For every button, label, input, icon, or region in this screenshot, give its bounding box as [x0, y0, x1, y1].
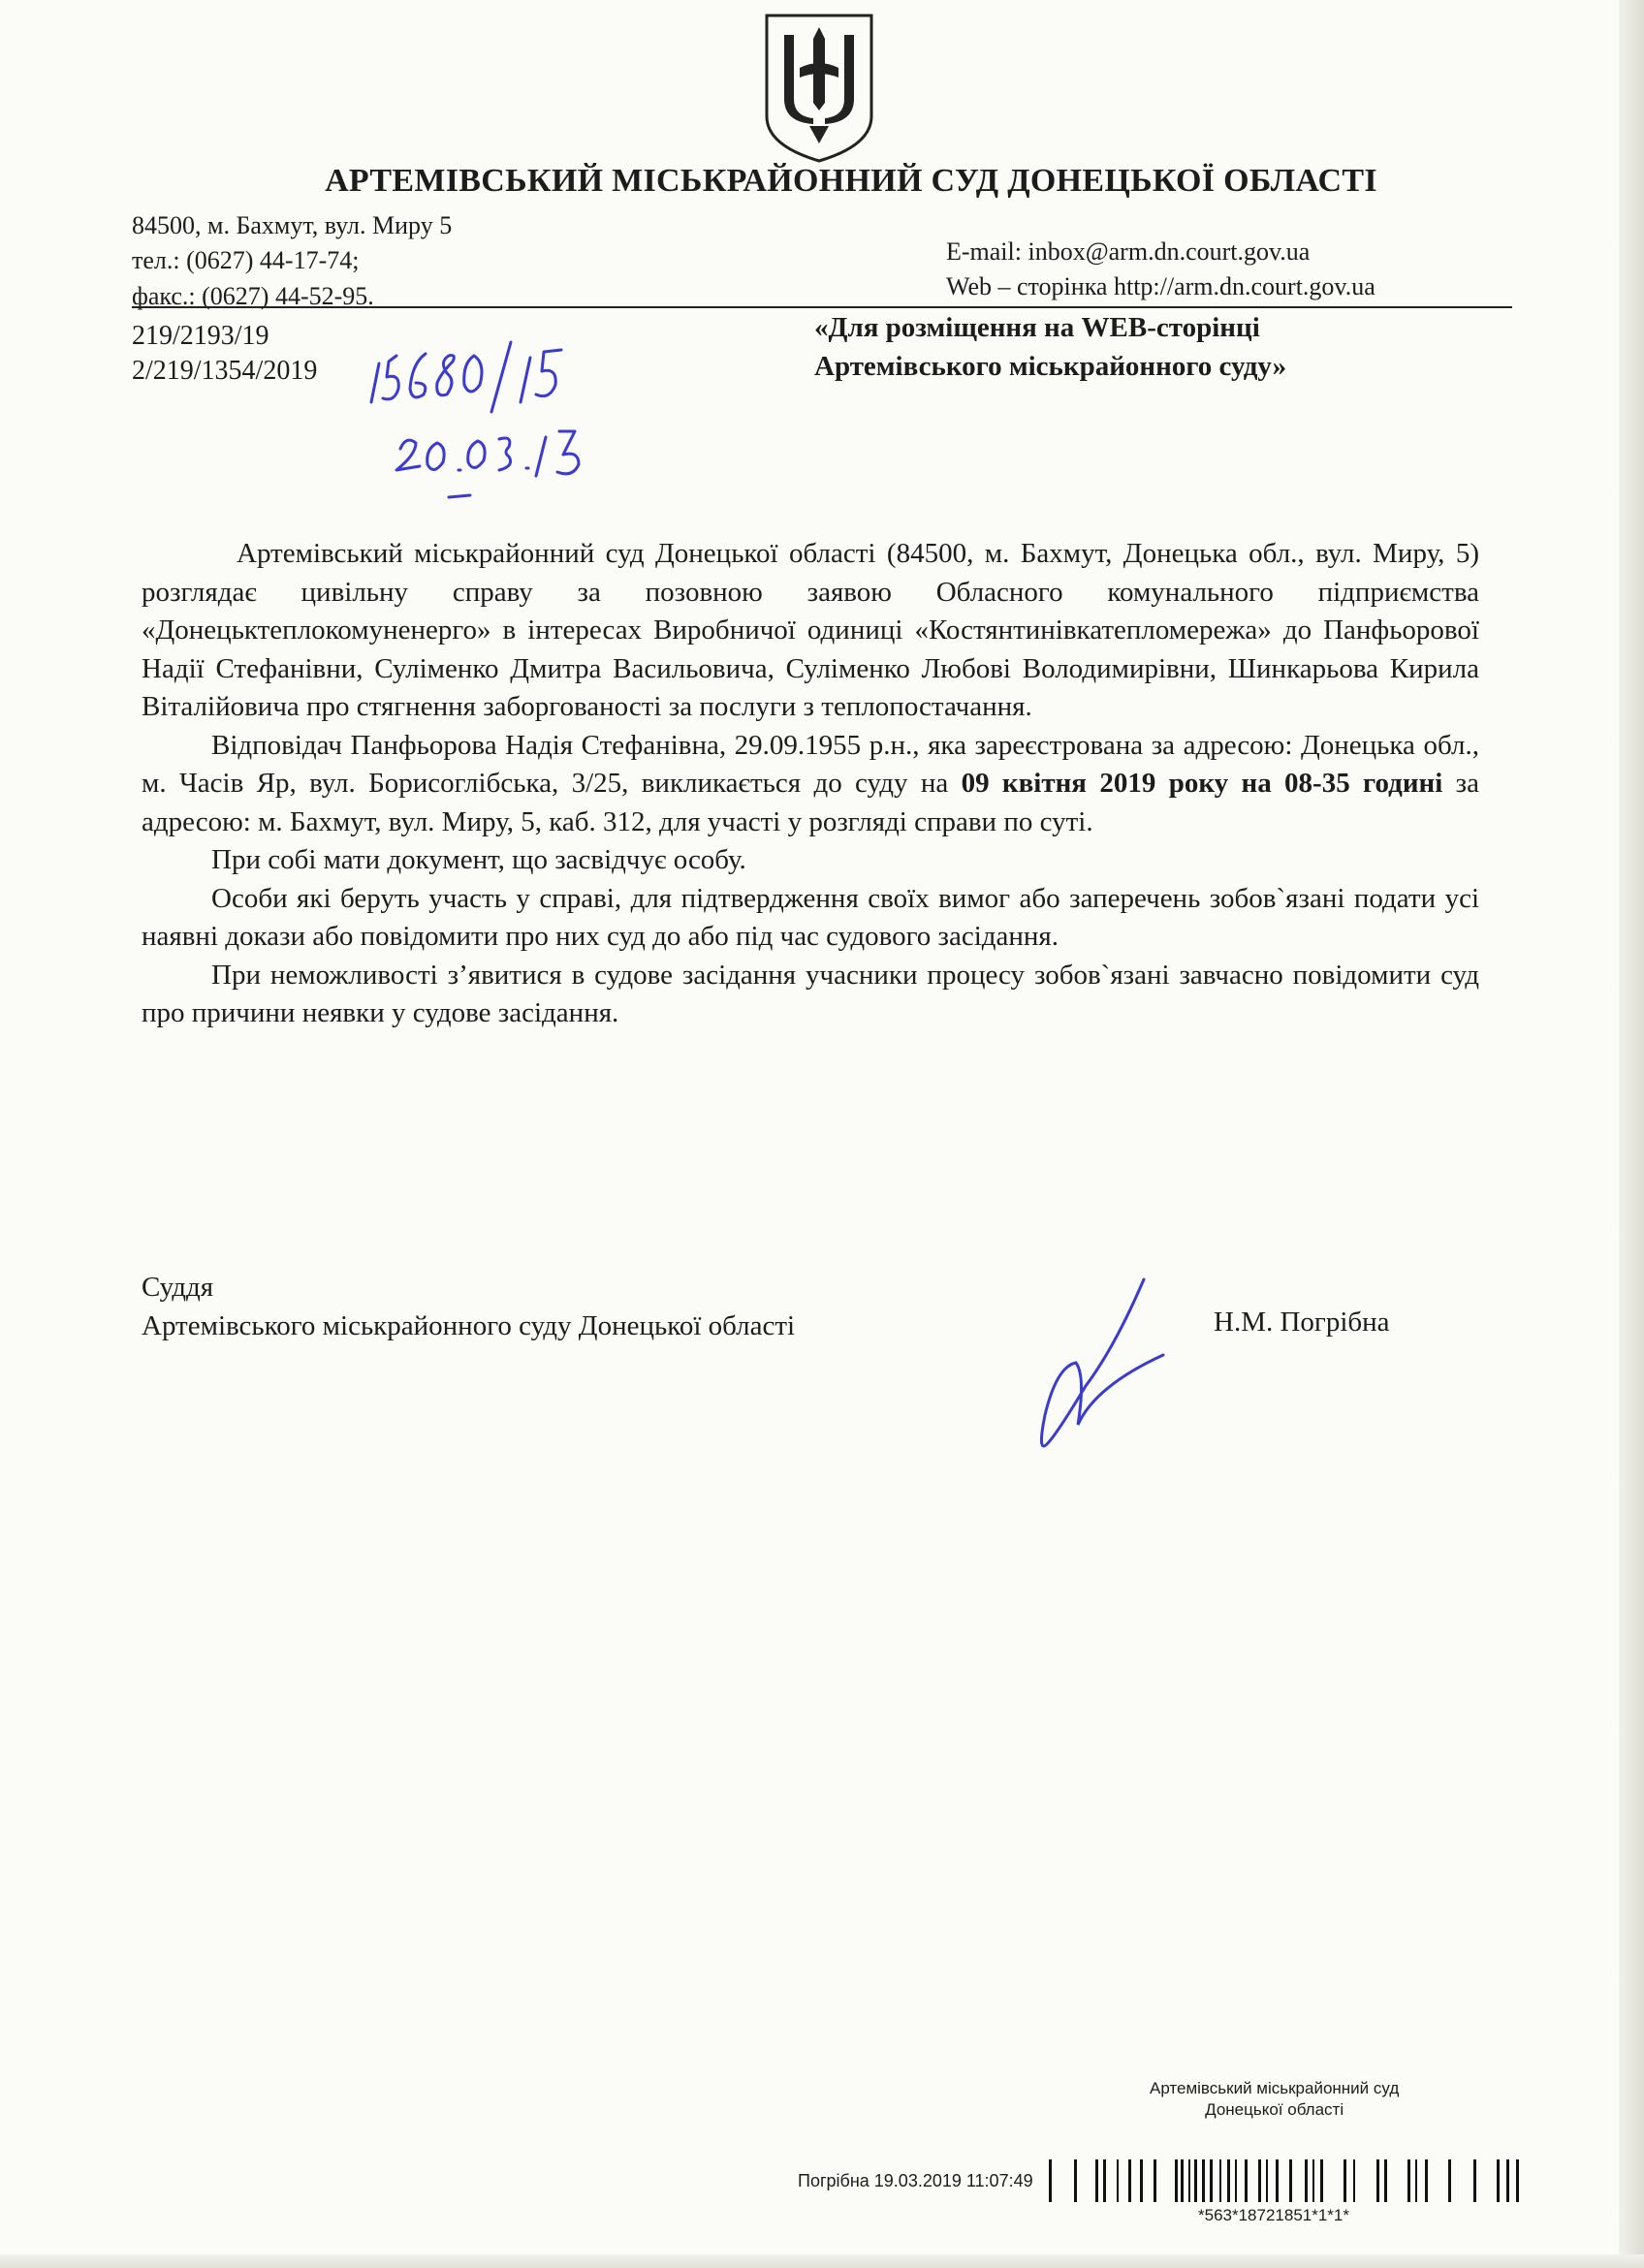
paragraph-evidence: Особи які беруть участь у справі, для підтвердження своїх вимог або заперечень зобов`язані подати усі наявні докази або повідомити про них суд до або під час судового засідання.: [142, 882, 1479, 952]
court-fax: факс.: (0627) 44-52-95.: [132, 282, 374, 310]
barcode-number: *563*18721851*1*1*: [1198, 2206, 1349, 2224]
handwritten-registration-mark: [364, 334, 674, 499]
page-edge: [1619, 0, 1644, 2268]
court-address: 84500, м. Бахмут, вул. Миру 5: [132, 211, 453, 239]
notice-body: [142, 535, 1479, 1033]
coat-of-arms-emblem: [761, 10, 877, 165]
summons-text-start: Відповідач Панфьорова Надія Стефанівна, 29.09.1955 р.н., яка зареєстрована за адресою: Донецька обл., м. Часів Яр, вул. Борисоглібська, 3/25, викликається до суду на: [142, 729, 1479, 799]
case-reference-1: 219/2193/19: [132, 321, 269, 351]
judge-role: Суддя: [142, 1272, 214, 1303]
summons-text-end: за адресою: м. Бахмут, вул. Миру, 5, каб. 312, для участі у розгляді справи по суті.: [142, 768, 1480, 837]
paragraph-case: Артемівський міськрайонний суд Донецької області (84500, м. Бахмут, Донецька обл., вул. Миру, 5) розглядає цивільну справу за позовною заявою Обласного комунального підприємства «Донецьктеплокомуненерго» в інтересах Виробничої одиниці «Костянтинівкатепломережа» до Панфьорової Надії Стефанівни, Суліменко Дмитра Васильовича, Суліменко Любові Володимирівни, Шинкарьова Кирила Віталійовича про стягнення заборгованості за послуги з теплопостачання.: [142, 538, 1479, 722]
web-notice-line1: «Для розміщення на WEB-сторінці: [814, 312, 1260, 343]
header-divider: [132, 306, 1512, 308]
paragraph-summons: [142, 727, 1479, 842]
hearing-date-time: 09 квітня 2019 року на 08-35 годині: [961, 768, 1443, 799]
court-phone: тел.: (0627) 44-17-74;: [132, 246, 360, 274]
paragraph-absence: При неможливості з’явитися в судове засідання учасники процесу зобов`язані завчасно повідомити суд про причини неявки у судове засідання.: [142, 959, 1479, 1028]
footer-court-line1: Артемівський міськрайонний суд: [1150, 2079, 1400, 2097]
signature-block: [142, 1268, 795, 1345]
page-edge-bottom: [0, 2254, 1644, 2268]
court-email: E-mail: inbox@arm.dn.court.gov.ua: [946, 237, 1311, 266]
paragraph-document: При собі мати документ, що засвідчує особу.: [211, 844, 746, 875]
judge-court: Артемівського міськрайонного суду Донецької області: [142, 1310, 796, 1341]
court-title: АРТЕМІВСЬКИЙ МІСЬКРАЙОННИЙ СУД ДОНЕЦЬКОЇ ОБЛАСТІ: [325, 163, 1377, 199]
court-website: Web – сторінка http://arm.dn.court.gov.ua: [946, 272, 1375, 300]
footer-court-line2: Донецької області: [1205, 2100, 1344, 2119]
case-reference-2: 2/219/1354/2019: [132, 356, 318, 386]
footer-court-stamp: [1150, 2078, 1399, 2121]
web-notice-line2: Артемівського міськрайонного суду»: [814, 351, 1287, 382]
footer-user-timestamp: Погрібна 19.03.2019 11:07:49: [798, 2171, 1033, 2190]
document-barcode: [1047, 2158, 1522, 2204]
handwritten-signature: [998, 1270, 1192, 1464]
judge-name: Н.М. Погрібна: [1214, 1307, 1390, 1338]
